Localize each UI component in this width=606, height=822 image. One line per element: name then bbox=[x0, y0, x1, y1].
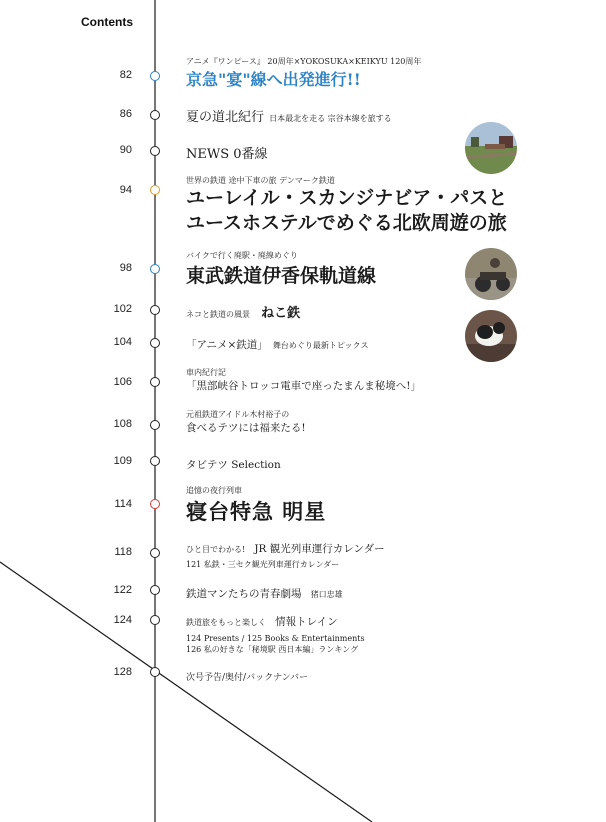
entry-subtitle: 舞台めぐり最新トピックス bbox=[272, 341, 369, 350]
page-number: 128 bbox=[113, 666, 132, 678]
entry-title: 京急"宴"線へ出発進行!! bbox=[186, 70, 361, 89]
entry-title: 東武鉄道伊香保軌道線 bbox=[186, 265, 377, 287]
diagonal-line bbox=[0, 562, 372, 822]
page-number: 114 bbox=[114, 498, 132, 510]
entry-title: ねこ鉄 bbox=[261, 306, 301, 321]
timeline-node bbox=[150, 420, 160, 430]
entry-title: JR 観光列車運行カレンダー bbox=[254, 543, 385, 555]
toc-entry[interactable] bbox=[186, 610, 365, 655]
toc-entry[interactable] bbox=[186, 367, 421, 393]
entry-kicker: ネコと鉄道の風景 bbox=[186, 310, 250, 319]
page-number: 82 bbox=[119, 69, 132, 81]
page-number: 102 bbox=[113, 303, 132, 315]
cat-photo bbox=[465, 310, 517, 362]
entry-kicker: 車内紀行記 bbox=[186, 368, 226, 377]
page-number: 124 bbox=[113, 614, 132, 626]
toc-entry[interactable] bbox=[186, 485, 326, 526]
toc-entry[interactable] bbox=[186, 453, 281, 472]
page-number: 90 bbox=[119, 144, 132, 156]
page-number: 86 bbox=[119, 108, 132, 120]
timeline-node-orange bbox=[150, 185, 160, 195]
entry-title: 食べるテツには福来たる! bbox=[186, 422, 306, 434]
toc-entry[interactable] bbox=[186, 56, 421, 90]
toc-entry[interactable] bbox=[186, 250, 376, 288]
toc-entry[interactable] bbox=[186, 106, 392, 125]
page-number: 98 bbox=[119, 262, 132, 274]
timeline-node bbox=[150, 456, 160, 466]
entry-title: 鉄道マンたちの青春劇場 bbox=[186, 588, 302, 600]
timeline-node bbox=[150, 146, 160, 156]
timeline-node bbox=[150, 338, 160, 348]
timeline-node bbox=[150, 667, 160, 677]
toc-entry[interactable] bbox=[186, 175, 507, 236]
toc-entry[interactable] bbox=[186, 582, 343, 601]
entry-title: ユーレイル・スカンジナビア・パスと bbox=[186, 187, 508, 209]
entry-kicker: ひと目でわかる! bbox=[186, 545, 246, 554]
entry-kicker: 世界の鉄道 途中下車の旅 デンマーク鉄道 bbox=[186, 176, 335, 185]
entry-title: タビテツ Selection bbox=[186, 459, 281, 471]
entry-subtitle: 日本最北を走る 宗谷本線を旅する bbox=[269, 114, 392, 123]
page-number: 109 bbox=[113, 455, 132, 467]
timeline-node bbox=[150, 377, 160, 387]
entry-kicker: バイクで行く廃駅・廃線めぐり bbox=[186, 251, 298, 260]
entry-title: 「黒部峡谷トロッコ電車で座ったまんま秘境へ!」 bbox=[186, 380, 422, 392]
entry-title: 「アニメ×鉄道」 bbox=[186, 339, 268, 351]
entry-title: NEWS 0番線 bbox=[186, 147, 268, 162]
timeline-node bbox=[150, 548, 160, 558]
toc-entry[interactable] bbox=[186, 665, 308, 684]
entry-kicker: 追憶の夜行列車 bbox=[186, 486, 242, 495]
entry-title-line2: ユースホステルでめぐる北欧周遊の旅 bbox=[186, 212, 507, 234]
timeline-node-blue bbox=[150, 264, 160, 274]
toc-entry[interactable] bbox=[186, 143, 268, 162]
page-number: 106 bbox=[113, 376, 132, 388]
entry-extra-line: 126 私の好きな「秘境駅 西日本編」ランキング bbox=[186, 645, 359, 654]
entry-title: 情報トレイン bbox=[275, 616, 338, 628]
entry-kicker: 元祖鉄道アイドル木村裕子の bbox=[186, 410, 290, 419]
entry-title: 次号予告/奥付/バックナンバー bbox=[186, 673, 308, 683]
entry-extra-line: 124 Presents / 125 Books & Entertainments bbox=[186, 634, 365, 643]
entry-kicker: アニメ『ワンピース』 20周年×YOKOSUKA×KEIKYU 120周年 bbox=[186, 57, 422, 66]
toc-entry[interactable] bbox=[186, 537, 385, 570]
train-landscape-photo bbox=[465, 122, 517, 174]
entry-extra-line: 121 私鉄・三セク観光列車運行カレンダー bbox=[186, 560, 340, 569]
entry-author: 猪口忠雄 bbox=[310, 590, 343, 599]
timeline-node-blue bbox=[150, 71, 160, 81]
motorbike-photo bbox=[465, 248, 517, 300]
entry-kicker: 鉄道旅をもっと楽しく bbox=[186, 618, 266, 627]
page-number: 104 bbox=[113, 336, 132, 348]
page-number: 122 bbox=[113, 584, 132, 596]
contents-title: Contents bbox=[81, 15, 133, 29]
page-number: 108 bbox=[113, 418, 132, 430]
toc-entry[interactable] bbox=[186, 409, 306, 435]
timeline-node bbox=[150, 110, 160, 120]
page-number: 118 bbox=[114, 546, 132, 558]
entry-title: 夏の道北紀行 bbox=[186, 110, 265, 125]
toc-entry[interactable] bbox=[186, 302, 300, 321]
entry-title: 寝台特急 明星 bbox=[186, 499, 327, 524]
timeline-node bbox=[150, 305, 160, 315]
page-number: 94 bbox=[119, 184, 132, 196]
timeline-node bbox=[150, 615, 160, 625]
timeline-node-red bbox=[150, 499, 160, 509]
timeline-node bbox=[150, 585, 160, 595]
toc-entry[interactable] bbox=[186, 333, 368, 352]
